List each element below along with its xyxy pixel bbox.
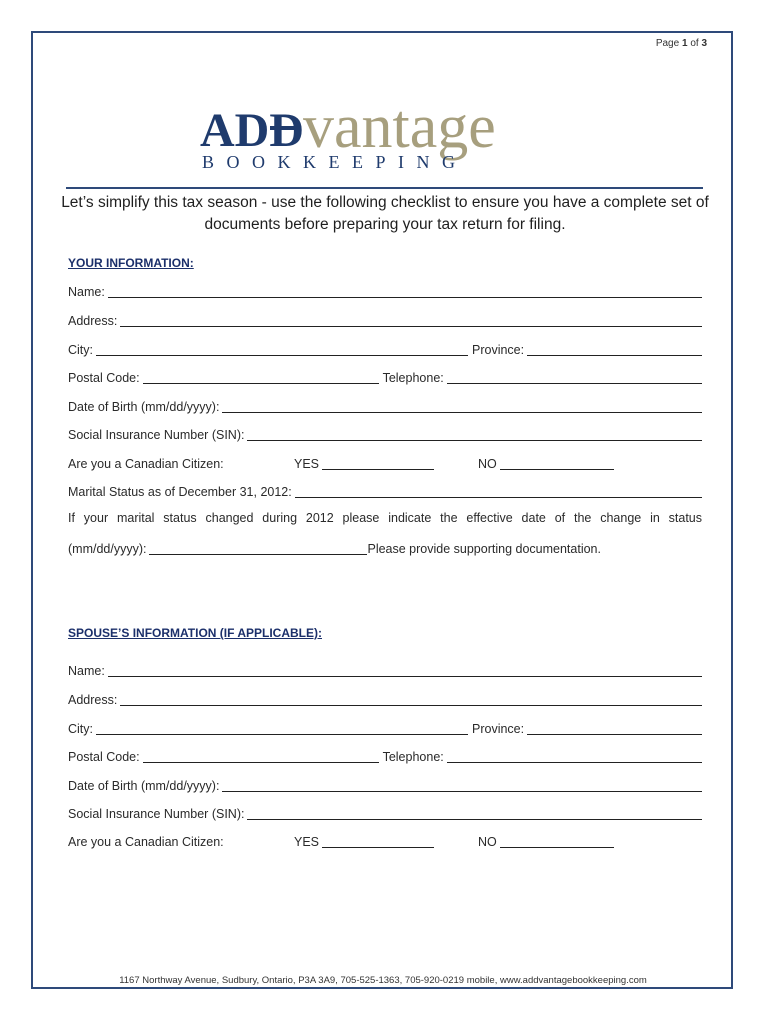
- citizen-row: [68, 453, 702, 473]
- citizen-yes-field[interactable]: [322, 457, 434, 470]
- city-province-row: [68, 339, 702, 359]
- marital-change-date-row: [68, 538, 702, 558]
- header-divider: [66, 187, 703, 189]
- postal-code-label: Postal Code:: [68, 371, 140, 385]
- svg-text:BOOKKEEPING: BOOKKEEPING: [202, 152, 468, 172]
- spouse-postal-code-label: Postal Code:: [68, 750, 140, 764]
- sin-field[interactable]: Social Insurance Number (SIN):: [68, 424, 702, 444]
- footer-contact: 1167 Northway Avenue, Sudbury, Ontario, P3A 3A9, 705-525-1363, 705-920-0219 mobile, www.addvantagebookkeeping.com: [119, 975, 647, 986]
- spouse-citizen-no-label: NO: [478, 835, 497, 849]
- telephone-field[interactable]: [447, 371, 702, 384]
- spouse-information-heading: SPOUSE’S INFORMATION (IF APPLICABLE):: [68, 626, 322, 640]
- marital-status-field[interactable]: Marital Status as of December 31, 2012:: [68, 481, 702, 501]
- spouse-name-field[interactable]: Name:: [68, 660, 702, 680]
- name-field[interactable]: Name:: [68, 281, 702, 301]
- city-field[interactable]: [96, 343, 468, 356]
- spouse-dob-field[interactable]: Date of Birth (mm/dd/yyyy):: [68, 775, 702, 795]
- citizen-no-field[interactable]: [500, 457, 614, 470]
- supporting-docs-note: Please provide supporting documentation.: [367, 542, 601, 556]
- address-field[interactable]: Address:: [68, 310, 702, 330]
- spouse-citizen-row: [68, 831, 702, 851]
- date-format-label: (mm/dd/yyyy):: [68, 542, 147, 556]
- postal-code-field[interactable]: [143, 371, 379, 384]
- citizen-no-label: NO: [478, 457, 497, 471]
- addvantage-logo: [200, 92, 575, 172]
- svg-text:vantage: vantage: [303, 93, 496, 161]
- province-label: Province:: [472, 343, 525, 357]
- postal-telephone-row: [68, 367, 702, 387]
- spouse-citizen-no-field[interactable]: [500, 835, 614, 848]
- spouse-address-field[interactable]: Address:: [68, 689, 702, 709]
- marital-change-text: If your marital status changed during 2012 please indicate the effective date of the change in status: [68, 511, 702, 525]
- citizen-yes-label: YES: [294, 457, 320, 471]
- spouse-citizen-yes-label: YES: [294, 835, 320, 849]
- spouse-city-field[interactable]: [96, 722, 468, 735]
- spouse-postal-code-field[interactable]: [143, 750, 379, 763]
- marital-change-date-field[interactable]: [149, 542, 367, 555]
- city-label: City:: [68, 343, 93, 357]
- spouse-province-label: Province:: [472, 722, 525, 736]
- spouse-postal-telephone-row: [68, 746, 702, 766]
- spouse-citizen-yes-field[interactable]: [322, 835, 434, 848]
- telephone-label: Telephone:: [382, 371, 444, 385]
- spouse-province-field[interactable]: [527, 722, 702, 735]
- spouse-citizen-label: Are you a Canadian Citizen:: [68, 835, 224, 849]
- province-field[interactable]: [527, 343, 702, 356]
- svg-text:ADD: ADD: [200, 104, 304, 157]
- spouse-city-province-row: [68, 718, 702, 738]
- dob-field[interactable]: Date of Birth (mm/dd/yyyy):: [68, 396, 702, 416]
- spouse-telephone-label: Telephone:: [382, 750, 444, 764]
- citizen-label: Are you a Canadian Citizen:: [68, 457, 224, 471]
- spouse-telephone-field[interactable]: [447, 750, 702, 763]
- spouse-sin-field[interactable]: Social Insurance Number (SIN):: [68, 803, 702, 823]
- spouse-city-label: City:: [68, 722, 93, 736]
- your-information-heading: YOUR INFORMATION:: [68, 256, 194, 270]
- page-number: Page 1 of 3: [655, 38, 707, 49]
- intro-text: Let’s simplify this tax season - use the following checklist to ensure you have a complete set of documents before preparing your tax return for filing.: [61, 194, 709, 233]
